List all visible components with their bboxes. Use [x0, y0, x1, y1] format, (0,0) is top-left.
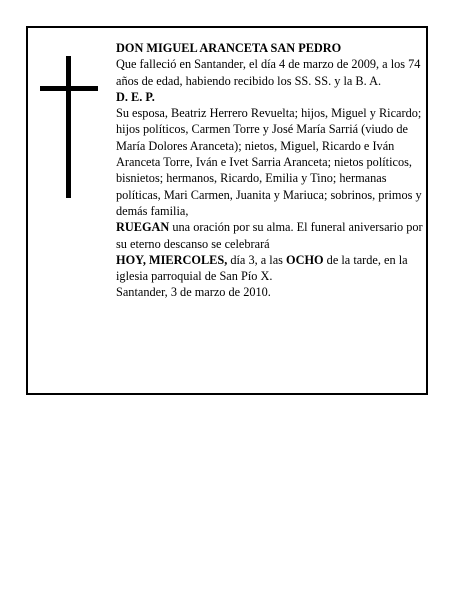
- request-bold: RUEGAN: [116, 220, 170, 235]
- death-statement: Que falleció en Santander, el día 4 de marzo de 2009, a los 74 años de edad, habiendo recibido los SS. SS. y la B. A.: [116, 57, 421, 88]
- cross-vertical-bar: [66, 56, 71, 198]
- when-day: día 3, a las: [227, 252, 287, 267]
- prayer-request: [116, 219, 424, 252]
- funeral-time: [116, 252, 424, 285]
- dep-line: D. E. P.: [116, 89, 155, 104]
- obituary-notice: [26, 26, 428, 395]
- when-rest: de la tarde, en la iglesia parroquial de San Pío X.: [116, 252, 408, 284]
- notice-body: [116, 40, 424, 301]
- time-bold: OCHO: [286, 252, 324, 267]
- cross-icon: [40, 56, 98, 198]
- family-list: Su esposa, Beatriz Herrero Revuelta; hijos, Miguel y Ricardo; hijos políticos, Carmen Torre y José María Sarriá (viudo de María Dolores Aranceta); nietos, Miguel, Ricardo e Iván Aranceta Torre, Iván e Ivet Sarria Aranceta; nietos políticos, bisnietos; hermanos, Ricardo, Emilia y Tino; hermanas políticas, Mari Carmen, Juanita y Mariuca; sobrinos, primos y demás familia,: [116, 106, 422, 218]
- place-date: Santander, 3 de marzo de 2010.: [116, 285, 271, 300]
- request-text: una oración por su alma. El funeral aniversario por su eterno descanso se celebrará: [116, 220, 423, 251]
- when-bold: HOY, MIERCOLES,: [116, 252, 228, 267]
- deceased-name: DON MIGUEL ARANCETA SAN PEDRO: [116, 41, 342, 55]
- cross-horizontal-bar: [40, 86, 98, 91]
